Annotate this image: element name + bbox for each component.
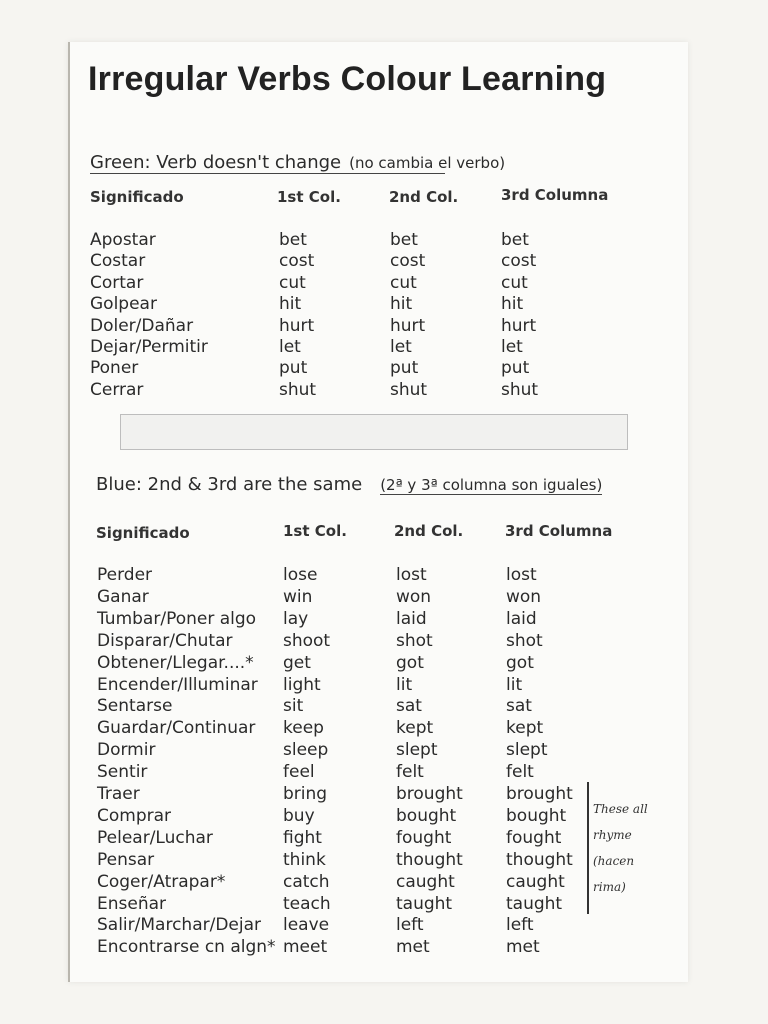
blue-col-1st: 1st Col.	[283, 522, 347, 540]
verb-meaning: Sentir	[97, 762, 148, 783]
verb-form-col-3: laid	[506, 608, 537, 629]
verb-form-col-1: hurt	[279, 315, 315, 336]
verb-form-col-2: fought	[396, 827, 452, 848]
verb-form-col-2: thought	[396, 849, 463, 870]
verb-meaning: Encender/Illuminar	[97, 674, 258, 695]
verb-form-col-3: fought	[506, 827, 562, 848]
verb-form-col-3: put	[501, 358, 530, 379]
verb-form-col-2: bought	[396, 805, 457, 826]
rhyme-annotation	[593, 796, 648, 900]
verb-form-col-1: let	[279, 337, 301, 357]
rhyme-line: rhyme	[593, 828, 632, 842]
verb-meaning: Comprar	[97, 805, 172, 826]
blue-heading-text: Blue: 2nd & 3rd are the same	[96, 474, 363, 495]
verb-form-col-2: hit	[390, 294, 413, 315]
green-col-significado: Significado	[90, 188, 184, 206]
verb-form-col-3: shut	[501, 379, 539, 400]
verb-meaning: Perder	[97, 565, 153, 585]
verb-form-col-2: put	[390, 358, 419, 379]
verb-meaning: Dormir	[97, 740, 156, 761]
verb-form-col-2: lost	[396, 565, 427, 585]
verb-form-col-3: let	[501, 337, 523, 357]
verb-form-col-1: sleep	[283, 740, 329, 761]
verb-form-col-3: caught	[506, 871, 565, 892]
verb-meaning: Sentarse	[97, 696, 173, 717]
verb-form-col-3: kept	[506, 718, 544, 739]
blue-col-significado: Significado	[96, 524, 190, 542]
verb-form-col-3: cost	[501, 251, 537, 272]
page-title: Irregular Verbs Colour Learning	[88, 60, 607, 98]
verb-form-col-3: brought	[506, 784, 573, 804]
verb-meaning: Pensar	[97, 849, 155, 870]
verb-meaning: Tumbar/Poner algo	[97, 608, 257, 629]
verb-form-col-2: shot	[396, 630, 433, 651]
verb-form-col-1: think	[283, 849, 326, 870]
rhyme-line: (hacen	[593, 854, 635, 868]
verb-form-col-2: cost	[390, 251, 426, 272]
verb-form-col-1: sit	[283, 696, 304, 717]
verb-form-col-2: let	[390, 337, 412, 357]
verb-form-col-3: lost	[506, 565, 537, 585]
blue-col-3rd: 3rd Columna	[505, 522, 613, 540]
verb-form-col-1: buy	[283, 805, 315, 826]
verb-form-col-1: cost	[279, 251, 315, 272]
verb-form-col-2: taught	[396, 893, 453, 914]
verb-form-col-1: shut	[279, 379, 317, 400]
verb-form-col-2: lit	[396, 674, 413, 695]
green-col-2nd: 2nd Col.	[389, 188, 459, 206]
verb-form-col-1: cut	[279, 272, 306, 293]
verb-form-col-3: lit	[506, 674, 523, 695]
verb-meaning: Cortar	[90, 272, 144, 293]
verb-form-col-1: catch	[283, 871, 330, 892]
verb-meaning: Poner	[90, 358, 139, 379]
verb-form-col-1: get	[283, 652, 311, 673]
verb-form-col-3: shot	[506, 630, 543, 651]
verb-form-col-2: won	[396, 586, 432, 607]
verb-meaning: Disparar/Chutar	[97, 630, 233, 651]
verb-form-col-1: light	[283, 674, 321, 695]
verb-form-col-2: cut	[390, 272, 417, 293]
verb-meaning: Coger/Atrapar*	[97, 871, 226, 892]
verb-form-col-1: teach	[283, 893, 331, 914]
rhyme-line: rima)	[593, 880, 626, 894]
verb-form-col-2: kept	[396, 718, 434, 739]
verb-form-col-3: bought	[506, 805, 567, 826]
verb-form-col-2: sat	[396, 696, 422, 717]
verb-form-col-3: bet	[501, 230, 529, 250]
verb-form-col-3: sat	[506, 696, 532, 717]
verb-form-col-3: got	[506, 652, 534, 673]
verb-form-col-2: left	[396, 915, 424, 936]
verb-form-col-2: felt	[396, 762, 424, 783]
verb-form-col-1: hit	[279, 294, 302, 315]
verb-meaning: Pelear/Luchar	[97, 827, 213, 848]
verb-form-col-3: met	[506, 937, 540, 958]
verb-meaning: Cerrar	[90, 379, 144, 400]
verb-form-col-2: caught	[396, 871, 455, 892]
verb-form-col-3: hurt	[501, 315, 537, 336]
green-section-heading	[90, 152, 505, 173]
verb-meaning: Obtener/Llegar....*	[97, 652, 254, 673]
verb-meaning: Guardar/Continuar	[97, 718, 256, 739]
verb-form-col-1: bet	[279, 230, 307, 250]
blue-col-2nd: 2nd Col.	[394, 522, 464, 540]
verb-form-col-1: meet	[283, 937, 328, 958]
verb-form-col-1: lose	[283, 565, 318, 585]
separator-box	[120, 414, 628, 450]
verb-form-col-1: leave	[283, 915, 330, 936]
verb-meaning: Ganar	[97, 586, 149, 607]
verb-meaning: Salir/Marchar/Dejar	[97, 915, 262, 936]
rhyme-line: These all	[593, 802, 648, 816]
green-heading-text: Green: Verb doesn't change	[90, 152, 345, 174]
verb-form-col-1: feel	[283, 762, 315, 783]
verb-form-col-2: shut	[390, 379, 428, 400]
verb-form-col-1: bring	[283, 784, 328, 804]
verb-form-col-1: shoot	[283, 630, 331, 651]
verb-meaning: Traer	[97, 784, 140, 804]
verb-meaning: Enseñar	[97, 893, 167, 914]
green-col-3rd: 3rd Columna	[501, 186, 609, 204]
verb-meaning: Dejar/Permitir	[90, 337, 208, 357]
verb-form-col-1: win	[283, 586, 313, 607]
rhyme-bracket	[587, 782, 589, 914]
blue-heading-note: (2ª y 3ª columna son iguales)	[380, 476, 603, 494]
verb-form-col-2: bet	[390, 230, 418, 250]
verb-meaning: Golpear	[90, 294, 157, 315]
verb-form-col-3: won	[506, 586, 542, 607]
verb-form-col-3: felt	[506, 762, 534, 783]
verb-form-col-3: cut	[501, 272, 528, 293]
green-col-1st: 1st Col.	[277, 188, 341, 206]
verb-form-col-2: slept	[396, 740, 438, 761]
verb-form-col-2: laid	[396, 608, 427, 629]
verb-meaning: Apostar	[90, 230, 156, 250]
verb-form-col-2: brought	[396, 784, 463, 804]
blue-section-heading	[96, 474, 602, 495]
verb-form-col-3: thought	[506, 849, 573, 870]
verb-form-col-3: left	[506, 915, 534, 936]
verb-form-col-1: keep	[283, 718, 324, 739]
verb-meaning: Encontrarse cn algn*	[97, 937, 276, 958]
verb-meaning: Doler/Dañar	[90, 315, 194, 336]
green-heading-note: (no cambia el verbo)	[349, 154, 506, 172]
verb-form-col-2: met	[396, 937, 430, 958]
verb-form-col-3: hit	[501, 294, 524, 315]
verb-form-col-2: hurt	[390, 315, 426, 336]
verb-form-col-1: lay	[283, 608, 309, 629]
verb-form-col-2: got	[396, 652, 424, 673]
verb-form-col-1: put	[279, 358, 308, 379]
verb-form-col-3: taught	[506, 893, 563, 914]
verb-form-col-1: fight	[283, 827, 322, 848]
verb-form-col-3: slept	[506, 740, 548, 761]
verb-meaning: Costar	[90, 251, 146, 272]
